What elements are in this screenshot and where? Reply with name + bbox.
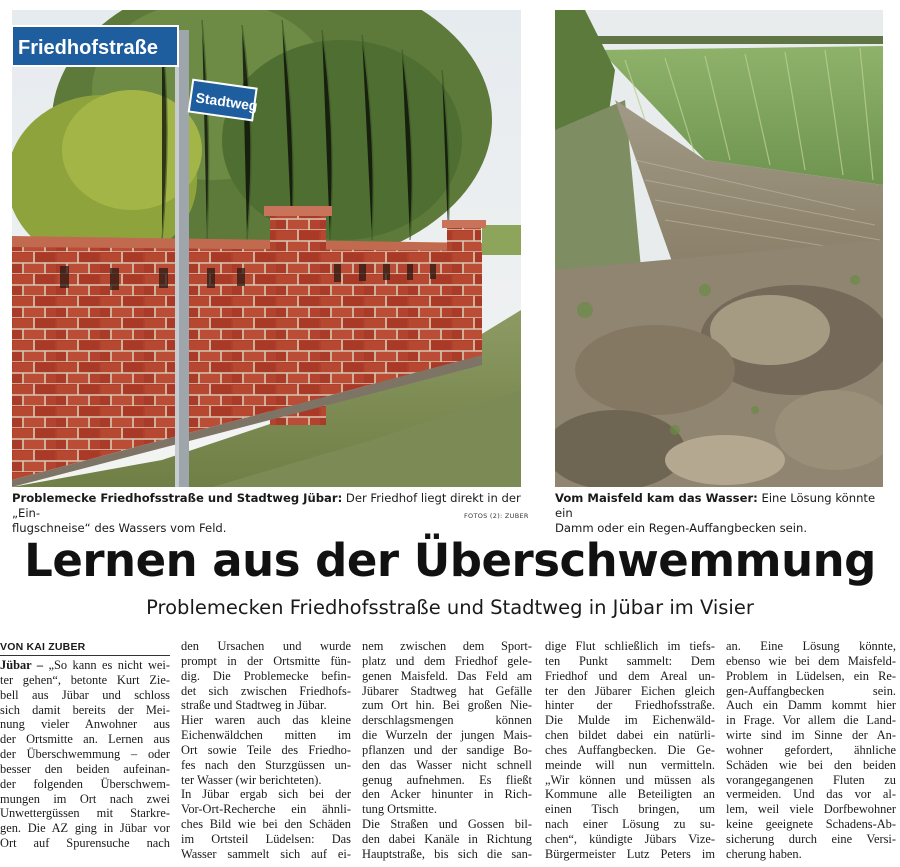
article-text-line: zum Ort hin. Bei großen Nie- (362, 698, 532, 713)
article-text-line: cherung haben. (726, 846, 802, 861)
article-text-line: ten Punkt sammelt: Dem (545, 653, 715, 668)
article-text-line: Eichenwäldchen mitten im (181, 728, 351, 743)
article-text-line: dig. Die Problemecke befin- (181, 668, 351, 683)
caption-right-title: Vom Maisfeld kam das Wasser: (555, 491, 758, 505)
article-dateline: Jübar – (0, 658, 44, 672)
article-column-3 (362, 639, 532, 862)
article-text-line: in Frage. Vor allem die Land- (726, 713, 896, 728)
article-text-line: In Jübar ergab sich bei der (181, 787, 351, 802)
article-text-line: Jübar – „So kann es nicht wei- (0, 658, 170, 672)
article-text-line: den dabei Kanäle in Richtung (362, 831, 532, 846)
article-text-line: Friedhof und dem Areal un- (545, 668, 715, 683)
article-text-line: Die Straßen und Gossen bil- (362, 817, 532, 832)
article-text-line: Wasser sammelt sich auf ei- (181, 846, 351, 861)
article-text-line: der folgenden Überschwem- (0, 776, 170, 791)
article-text-line: genen Maisfeld. Das Feld am (362, 668, 532, 683)
article-text-line: Problem in Lüdelsen, ein Re- (726, 668, 896, 683)
article-text-line: Kommune alle Beteiligten an (545, 787, 715, 802)
article-text-line: hinter der Friedhofsstraße. (545, 698, 715, 713)
article-text-line: bell aus Jübar und schloss (0, 687, 170, 702)
photo-caption-right (555, 491, 885, 536)
article-text-line: platz und dem Friedhof gele- (362, 653, 532, 668)
article-text-line: Schäden wie bei den beiden (726, 757, 896, 772)
article-column-2 (181, 639, 351, 862)
article-text-line: Auch ein Damm kommt hier (726, 698, 896, 713)
article-text-line: keine geeignete Schadens-Ab- (726, 817, 896, 832)
article-text-line: an. Eine Lösung könnte, (726, 639, 896, 653)
article-text-line: der Überschwemmung – oder (0, 747, 170, 762)
article-byline: VON KAI ZUBER (0, 641, 170, 656)
article-text-line: Hier waren auch das kleine (181, 713, 351, 728)
article-text-line: det sich zwischen Friedhofs- (181, 683, 351, 698)
article-text-line: ebenso wie bei dem Maisfeld- (726, 653, 896, 668)
photo-credit: FOTOS (2): ZUBER (464, 512, 529, 520)
sign-text-friedhofstrasse: Friedhofstraße (18, 37, 159, 59)
photo-cemetery-wall (12, 10, 521, 487)
article-text-line: den Acker hinunter in Rich- (362, 787, 532, 802)
article-text-line: ches Bild wie bei den Schäden (181, 817, 351, 832)
article-text-line: nach einer Lösung zu su- (545, 817, 715, 832)
article-text-line: Hauptstraße, bis sich die san- (362, 846, 532, 861)
article-text-line: Unwettergüssen mit Starkre- (0, 806, 170, 821)
article-text-line: die Wurzeln der jungen Mais- (362, 728, 532, 743)
article-text-line: der Ortsmitte an. Lernen aus (0, 732, 170, 747)
article-subheadline: Problemecken Friedhofsstraße und Stadtweg in Jübar im Visier (146, 596, 754, 619)
article-headline: Lernen aus der Überschwemmung (24, 534, 876, 587)
article-text-line: prompt in der Ortsmitte fün- (181, 653, 351, 668)
article-text-line: ches Auffangbecken. Die Ge- (545, 742, 715, 757)
article-text-line: wohner gefordert, ähnliche (726, 742, 896, 757)
article-text-line: Jübarer Stadtweg hat Gefälle (362, 683, 532, 698)
article-text-line: Ort auf Spurensuche nach (0, 836, 170, 851)
article-text-line: chen bildet dabei ein natürli- (545, 728, 715, 743)
photo-caption-left (12, 491, 524, 536)
article-text-line: derschlagsmengen können (362, 713, 532, 728)
photo-cornfield-erosion (555, 10, 883, 487)
article-column-4 (545, 639, 715, 862)
article-text-line: lem, weil viele Dorfbewohner (726, 802, 896, 817)
article-text-line: Bürgermeister Lutz Peters im (545, 846, 715, 861)
article-text-line: mungen im Ort nach zwei (0, 791, 170, 806)
article-column-5 (726, 639, 896, 862)
article-text-line: ter gehen“, betonte Kurt Zie- (0, 672, 170, 687)
article-text-line: sich damit bereits der Mei- (0, 702, 170, 717)
article-column-1 (0, 658, 170, 851)
article-text-line: dige Flut schließlich im tiefs- (545, 639, 715, 653)
article-text-line: den Ursachen und wurde (181, 639, 351, 653)
article-text-line: straße und Stadtweg in Jübar. (181, 698, 327, 713)
article-text-line: fes nach den Sturzgüssen un- (181, 757, 351, 772)
article-text-line: sicherung durch eine Versi- (726, 831, 896, 846)
article-text-line: genug aufnehmen. Es fließt (362, 772, 532, 787)
article-text-line: Ort sowie Teile des Friedho- (181, 742, 351, 757)
article-text-line: nem zwischen dem Sport- (362, 639, 532, 653)
article-text-line: tung Ortsmitte. (362, 802, 438, 817)
article-text-line: chen“, kündigte Jübars Vize- (545, 831, 715, 846)
caption-right-text-1: Eine Lösung könnte ein (555, 491, 876, 520)
article-text-line: „Wir können und müssen als (545, 772, 715, 787)
article-text-line: Die Mulde im Eichenwäld- (545, 713, 715, 728)
article-text-line: pflanzen und der sandige Bo- (362, 742, 532, 757)
caption-left-title: Problemecke Friedhofsstraße und Stadtweg Jübar: (12, 491, 343, 505)
article-text-line: nung vieler Anwohner aus (0, 717, 170, 732)
article-text-line: Vor-Ort-Recherche ein ähnli- (181, 802, 351, 817)
article-text-line: einen Tisch bringen, um (545, 802, 715, 817)
article-text-line: wirte sind im Sinne der An- (726, 728, 896, 743)
article-text-line: besser den beiden aufeinan- (0, 761, 170, 776)
article-text-line: vermeiden. Und das vor al- (726, 787, 896, 802)
caption-right-text-2: Damm oder ein Regen-Auffangbecken sein. (555, 521, 808, 535)
caption-left-text-2: flugschneise“ des Wassers vom Feld. (12, 521, 227, 535)
article-text-line: den das Wasser nicht schnell (362, 757, 532, 772)
article-text-line: vorangegangenen Fluten zu (726, 772, 896, 787)
article-text-line: ter den Jübarer Eichen gleich (545, 683, 715, 698)
article-text-line: im Ortsteil Lüdelsen: Das (181, 831, 351, 846)
caption-left-text-1: Der Friedhof liegt direkt in der „Ein- (12, 491, 521, 520)
article-text-line: meinde will nun vermitteln. (545, 757, 715, 772)
sign-text-stadtweg: Stadtweg (194, 89, 259, 114)
article-text-line: ter Wasser (wir berichteten). (181, 772, 322, 787)
street-sign-friedhofstrasse (12, 26, 178, 66)
article-text-line: gen-Auffangbecken sein. (726, 683, 896, 698)
article-text-line: gen. Die AZ ging in Jübar vor (0, 821, 170, 836)
